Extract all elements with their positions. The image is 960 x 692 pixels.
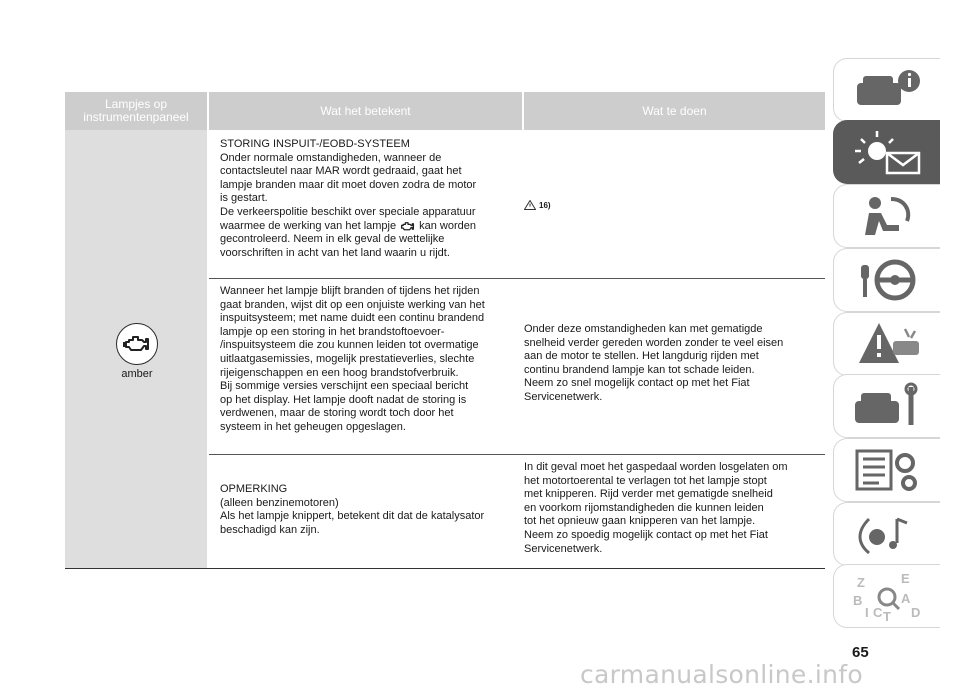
text-line: OPMERKING	[220, 483, 288, 495]
text-line: snelheid verder gereden worden zonder te veel eisen	[524, 336, 784, 349]
text-line: inspuitsysteem; met name duidt een continu brandend	[220, 312, 485, 325]
text-line: systeem in het geheugen opgeslagen.	[220, 420, 406, 433]
header-lampjes: Lampjes op instrumentenpaneel	[65, 92, 207, 130]
text-line: op het display. Het lampje dooft nadat de storing is	[220, 393, 467, 406]
row2-action	[524, 323, 824, 405]
warning-triangle-icon	[524, 200, 536, 210]
tab-emergency[interactable]	[833, 312, 940, 376]
text-line: tot het opnieuw gaan knipperen van het lampje.	[524, 515, 756, 528]
text-line: /inspuitsysteem die zou kunnen leiden tot overmatige	[220, 339, 479, 352]
warning-lights-icon	[847, 127, 927, 177]
svg-text:T: T	[883, 609, 891, 621]
text-line: Neem zo spoedig mogelijk contact op met het Fiat	[524, 528, 768, 541]
row-divider	[209, 278, 825, 279]
inline-text: waarmee de werking van het lampje	[220, 219, 397, 232]
text-line: voorschriften in acht van het land waarin u rijdt.	[220, 246, 450, 259]
text-line: Onder deze omstandigheden kan met gematigde	[524, 323, 763, 335]
reference-number: 16)	[539, 200, 551, 210]
text-line: beschadigd kan zijn.	[220, 523, 320, 536]
header-doen: Wat te doen	[524, 92, 825, 130]
tab-car-info[interactable]	[833, 58, 940, 122]
text-line: lampje branden maar dit moet doven zodra de motor	[220, 178, 477, 191]
footer-watermark[interactable]: carmanualsonline.info	[580, 660, 863, 689]
car-maintenance-icon	[847, 381, 927, 431]
svg-text:E: E	[901, 571, 910, 586]
text-line: met knipperen. Rijd verder met gematigde snelheid	[524, 488, 773, 501]
text-line: contactsleutel naar MAR wordt gedraaid, gaat het	[220, 165, 462, 178]
text-line: gaat branden, wijst dit op een onjuiste werking van het	[220, 298, 485, 311]
engine-warning-icon	[116, 323, 158, 365]
seat-safety-icon	[847, 191, 927, 241]
text-line: het motortoerental te verlagen tot het lampje stopt	[524, 474, 767, 487]
inline-text: kan worden	[419, 219, 476, 232]
text-line: In dit geval moet het gaspedaal worden losgelaten om	[524, 461, 788, 473]
svg-text:D: D	[911, 605, 921, 620]
tab-specifications[interactable]	[833, 438, 940, 502]
tab-index[interactable]	[833, 564, 940, 628]
text-line: uitlaatgasemissies, mogelijk prestatieverlies, slechte	[220, 352, 475, 365]
warning-reference	[524, 200, 551, 210]
tab-seat-safety[interactable]	[833, 184, 940, 248]
engine-mini-icon	[400, 221, 415, 232]
table-bottom-rule	[65, 568, 825, 569]
text-line: Onder normale omstandigheden, wanneer de	[220, 151, 442, 164]
text-line: lampje op een storing in het brandstoftoevoer-	[220, 325, 445, 338]
index-icon	[847, 571, 927, 621]
text-line: Servicenetwerk.	[524, 542, 603, 555]
text-line: verdwenen, maar de storing wordt toch door het	[220, 407, 454, 420]
text-line: De verkeerspolitie beschikt over speciale apparatuur	[220, 205, 476, 218]
row-divider	[209, 454, 825, 455]
text-line: (alleen benzinemotoren)	[220, 496, 339, 509]
emergency-icon	[847, 319, 927, 369]
specifications-icon	[847, 445, 927, 495]
text-line: Servicenetwerk.	[524, 390, 603, 403]
page-number: 65	[852, 644, 869, 661]
text-line: Bij sommige versies verschijnt een speciaal bericht	[220, 380, 469, 393]
text-line: is gestart.	[220, 192, 268, 205]
text-line: Wanneer het lampje blijft branden of tijdens het rijden	[220, 285, 480, 297]
text-line: rijeigenschappen en een hoog brandstofverbruik.	[220, 366, 459, 379]
text-line: continu brandend lampje kan tot schade leiden.	[524, 363, 755, 376]
tab-steering-key[interactable]	[833, 248, 940, 312]
tab-warning-lights[interactable]	[833, 120, 940, 184]
tab-multimedia[interactable]	[833, 502, 940, 566]
lamp-column	[65, 130, 207, 568]
row1-meaning	[220, 138, 520, 260]
tab-maintenance[interactable]	[833, 374, 940, 438]
text-line: Neem zo snel mogelijk contact op met het Fiat	[524, 377, 750, 390]
multimedia-icon	[847, 509, 927, 559]
row3-meaning	[220, 483, 520, 537]
svg-text:Z: Z	[857, 575, 865, 590]
svg-text:C: C	[873, 605, 883, 620]
steering-key-icon	[847, 255, 927, 305]
svg-text:B: B	[853, 593, 863, 608]
text-line-inline	[220, 220, 520, 234]
header-betekent: Wat het betekent	[209, 92, 522, 130]
row3-action	[524, 461, 824, 556]
svg-text:A: A	[901, 591, 911, 606]
svg-text:I: I	[865, 605, 869, 620]
text-line: gecontroleerd. Neem in elk geval de wettelijke	[220, 233, 445, 246]
text-line: STORING INSPUIT-/EOBD-SYSTEEM	[220, 138, 410, 150]
lamp-color-label: amber	[121, 368, 153, 380]
text-line: Als het lampje knippert, betekent dit dat de katalysator	[220, 510, 485, 523]
text-line: aan de motor te stellen. Het langdurig rijden met	[524, 350, 759, 363]
text-line: en voorkom rijomstandigheden die kunnen leiden	[524, 501, 764, 514]
lamp-symbol	[114, 323, 160, 380]
row2-meaning	[220, 285, 520, 435]
car-info-icon	[847, 65, 927, 115]
